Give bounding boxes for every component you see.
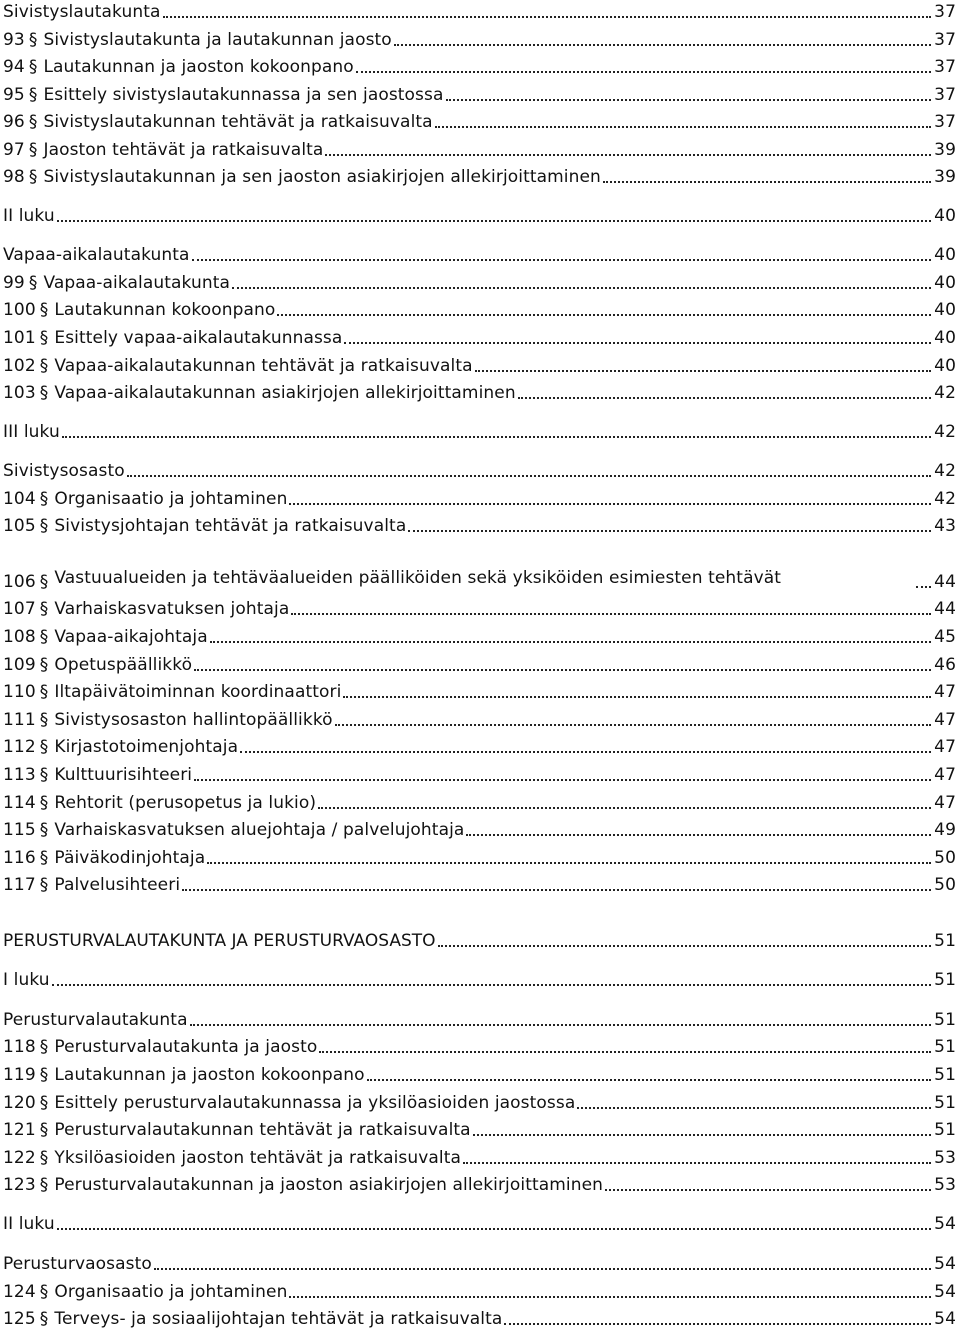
toc-entry <box>3 202 956 226</box>
entry-title: Vapaa-aikalautakunta <box>43 273 230 293</box>
page-number: 37 <box>934 112 956 132</box>
section-number: 120 <box>3 1093 36 1113</box>
dot-leader <box>603 178 931 183</box>
dot-leader <box>916 583 931 588</box>
section-number: 125 <box>3 1309 36 1329</box>
toc-entry <box>3 927 956 951</box>
section-number: 100 <box>3 300 36 320</box>
section-number: 114 <box>3 793 36 813</box>
entry-title: Vapaa-aikalautakunnan asiakirjojen allekirjoittaminen <box>54 383 516 403</box>
entry-title: II luku <box>3 206 55 226</box>
section-number: 122 <box>3 1148 36 1168</box>
entry-title: Organisaatio ja johtaminen <box>54 1282 288 1302</box>
toc-entry <box>3 1305 956 1329</box>
entry-title: Palvelusihteeri <box>54 875 181 895</box>
dot-leader <box>446 96 932 101</box>
dot-leader <box>190 1021 931 1026</box>
page-number: 37 <box>934 85 956 105</box>
entry-title: Perusturvalautakunta ja jaosto <box>54 1037 318 1057</box>
page-number: 40 <box>934 300 956 320</box>
section-number: 119 <box>3 1065 36 1085</box>
toc-entry <box>3 733 956 757</box>
section-sign: § <box>39 1175 49 1195</box>
dot-leader <box>343 693 931 698</box>
toc-entry <box>3 540 956 592</box>
dot-leader <box>277 311 931 316</box>
page-number: 40 <box>934 206 956 226</box>
dot-leader <box>210 638 931 643</box>
section-sign: § <box>28 167 38 187</box>
section-number: 99 <box>3 273 25 293</box>
page-number: 39 <box>934 167 956 187</box>
entry-title: Perusturvaosasto <box>3 1254 152 1274</box>
entry-title: II luku <box>3 1214 55 1234</box>
section-sign: § <box>39 356 49 376</box>
page-number: 47 <box>934 765 956 785</box>
entry-title: Esittely sivistyslautakunnassa ja sen jaostossa <box>43 85 444 105</box>
section-sign: § <box>28 112 38 132</box>
section-sign: § <box>28 57 38 77</box>
page-number: 40 <box>934 356 956 376</box>
page-number: 51 <box>934 970 956 990</box>
entry-title: Varhaiskasvatuksen johtaja <box>54 599 290 619</box>
page-number: 47 <box>934 710 956 730</box>
section-number: 93 <box>3 30 25 50</box>
toc-entry <box>3 1210 956 1234</box>
section-sign: § <box>39 1148 49 1168</box>
page-number: 43 <box>934 516 956 536</box>
toc-entry <box>3 623 956 647</box>
dot-leader <box>182 886 931 891</box>
entry-title: Perusturvalautakunnan ja jaoston asiakirjojen allekirjoittaminen <box>54 1175 604 1195</box>
section-number: 116 <box>3 848 36 868</box>
entry-title: PERUSTURVALAUTAKUNTA JA PERUSTURVAOSASTO <box>3 931 436 951</box>
dot-leader <box>289 1293 931 1298</box>
dot-leader <box>344 339 931 344</box>
page-number: 51 <box>934 1120 956 1140</box>
toc-entry <box>3 163 956 187</box>
section-sign: § <box>39 328 49 348</box>
entry-title: Kirjastotoimenjohtaja <box>54 737 239 757</box>
section-sign: § <box>39 655 49 675</box>
page-number: 47 <box>934 737 956 757</box>
page-number: 54 <box>934 1254 956 1274</box>
entry-title: Sivistysjohtajan tehtävät ja ratkaisuvalta <box>54 516 407 536</box>
toc-entry <box>3 761 956 785</box>
page-number: 42 <box>934 461 956 481</box>
page-number: 40 <box>934 245 956 265</box>
toc-entry <box>3 844 956 868</box>
toc-entry <box>3 26 956 50</box>
dot-leader <box>154 1265 931 1270</box>
page-number: 37 <box>934 30 956 50</box>
page-number: 42 <box>934 383 956 403</box>
section-number: 124 <box>3 1282 36 1302</box>
dot-leader <box>207 859 931 864</box>
section-sign: § <box>39 1065 49 1085</box>
page-number: 53 <box>934 1148 956 1168</box>
section-sign: § <box>39 710 49 730</box>
toc-entry <box>3 379 956 403</box>
toc-entry <box>3 241 956 265</box>
entry-title: I luku <box>3 970 50 990</box>
entry-title: Varhaiskasvatuksen aluejohtaja / palvelujohtaja <box>54 820 465 840</box>
page-number: 37 <box>934 2 956 22</box>
dot-leader <box>289 500 931 505</box>
toc-entry <box>3 871 956 895</box>
entry-title: Päiväkodinjohtaja <box>54 848 206 868</box>
page-number: 53 <box>934 1175 956 1195</box>
dot-leader <box>394 41 931 46</box>
section-number: 123 <box>3 1175 36 1195</box>
dot-leader <box>504 1320 931 1325</box>
section-number: 95 <box>3 85 25 105</box>
section-sign: § <box>39 1120 49 1140</box>
entry-title: Vastuualueiden ja tehtäväalueiden päälliköiden sekä yksiköiden esimiesten tehtävät <box>54 568 782 588</box>
dot-leader <box>463 1159 931 1164</box>
section-sign: § <box>39 1282 49 1302</box>
toc-entry <box>3 352 956 376</box>
section-sign: § <box>39 383 49 403</box>
entry-title: Iltapäivätoiminnan koordinaattori <box>54 682 342 702</box>
toc-entry <box>3 1089 956 1113</box>
section-number: 112 <box>3 737 36 757</box>
section-number: 104 <box>3 489 36 509</box>
dot-leader <box>577 1104 931 1109</box>
toc-entry <box>3 108 956 132</box>
entry-title: Jaoston tehtävät ja ratkaisuvalta <box>43 140 324 160</box>
dot-leader <box>52 981 931 986</box>
section-number: 103 <box>3 383 36 403</box>
section-sign: § <box>28 85 38 105</box>
section-number: 98 <box>3 167 25 187</box>
section-sign: § <box>28 273 38 293</box>
entry-title: Esittely perusturvalautakunnassa ja yksilöasioiden jaostossa <box>54 1093 576 1113</box>
toc-entry <box>3 789 956 813</box>
toc-entry <box>3 678 956 702</box>
section-number: 94 <box>3 57 25 77</box>
entry-title: Terveys- ja sosiaalijohtajan tehtävät ja ratkaisuvalta <box>54 1309 503 1329</box>
entry-title: Sivistysosasto <box>3 461 125 481</box>
toc-entry <box>3 1061 956 1085</box>
toc-entry <box>3 418 956 442</box>
entry-title: III luku <box>3 422 60 442</box>
dot-leader <box>163 13 932 18</box>
toc-entry <box>3 966 956 990</box>
toc-entry <box>3 816 956 840</box>
section-number: 117 <box>3 875 36 895</box>
page-number: 54 <box>934 1282 956 1302</box>
section-number: 111 <box>3 710 36 730</box>
entry-title: Kulttuurisihteeri <box>54 765 193 785</box>
section-sign: § <box>39 489 49 509</box>
section-sign: § <box>39 300 49 320</box>
page-number: 40 <box>934 328 956 348</box>
dot-leader <box>319 1048 931 1053</box>
dot-leader <box>605 1186 931 1191</box>
dot-leader <box>325 151 931 156</box>
section-number: 96 <box>3 112 25 132</box>
toc-entry <box>3 1250 956 1274</box>
section-sign: § <box>39 765 49 785</box>
entry-title: Lautakunnan ja jaoston kokoonpano <box>43 57 354 77</box>
page-number: 39 <box>934 140 956 160</box>
toc-entry <box>3 269 956 293</box>
section-sign: § <box>39 572 49 592</box>
page-number: 54 <box>934 1309 956 1329</box>
section-sign: § <box>28 140 38 160</box>
toc-entry <box>3 136 956 160</box>
dot-leader <box>367 1076 931 1081</box>
page-number: 51 <box>934 1037 956 1057</box>
toc-entry <box>3 296 956 320</box>
page-number: 47 <box>934 793 956 813</box>
entry-title: Vapaa-aikalautakunta <box>3 245 190 265</box>
toc-entry <box>3 1033 956 1057</box>
section-number: 97 <box>3 140 25 160</box>
toc-entry <box>3 1144 956 1168</box>
section-sign: § <box>28 30 38 50</box>
toc-entry <box>3 0 956 22</box>
toc-entry <box>3 53 956 77</box>
entry-title: Vapaa-aikalautakunnan tehtävät ja ratkaisuvalta <box>54 356 473 376</box>
dot-leader <box>475 367 931 372</box>
entry-title: Sivistysosaston hallintopäällikkö <box>54 710 333 730</box>
dot-leader <box>192 256 931 261</box>
section-sign: § <box>39 682 49 702</box>
page-number: 37 <box>934 57 956 77</box>
page-number: 40 <box>934 273 956 293</box>
page-number: 51 <box>934 1093 956 1113</box>
section-sign: § <box>39 599 49 619</box>
dot-leader <box>473 1131 931 1136</box>
toc-entry <box>3 81 956 105</box>
dot-leader <box>232 284 931 289</box>
entry-title: Sivistyslautakunta <box>3 2 161 22</box>
entry-title: Rehtorit (perusopetus ja lukio) <box>54 793 317 813</box>
page-number: 51 <box>934 1010 956 1030</box>
dot-leader <box>318 804 931 809</box>
entry-title: Esittely vapaa-aikalautakunnassa <box>54 328 343 348</box>
page-number: 45 <box>934 627 956 647</box>
toc-entry <box>3 706 956 730</box>
section-number: 101 <box>3 328 36 348</box>
section-number: 109 <box>3 655 36 675</box>
page-number: 47 <box>934 682 956 702</box>
page-number: 49 <box>934 820 956 840</box>
section-number: 121 <box>3 1120 36 1140</box>
dot-leader <box>518 394 931 399</box>
dot-leader <box>438 942 931 947</box>
dot-leader <box>335 721 931 726</box>
dot-leader <box>356 68 931 73</box>
section-number: 108 <box>3 627 36 647</box>
toc-entry <box>3 324 956 348</box>
entry-title: Lautakunnan kokoonpano <box>54 300 276 320</box>
page-number: 46 <box>934 655 956 675</box>
section-number: 115 <box>3 820 36 840</box>
page-number: 44 <box>934 599 956 619</box>
toc-entry <box>3 512 956 536</box>
toc-entry <box>3 595 956 619</box>
section-sign: § <box>39 820 49 840</box>
page-number: 51 <box>934 931 956 951</box>
entry-title: Sivistyslautakunnan tehtävät ja ratkaisuvalta <box>43 112 433 132</box>
entry-title: Perusturvalautakunnan tehtävät ja ratkaisuvalta <box>54 1120 471 1140</box>
dot-leader <box>240 748 931 753</box>
dot-leader <box>62 433 931 438</box>
entry-title: Opetuspäällikkö <box>54 655 193 675</box>
toc-entry <box>3 457 956 481</box>
dot-leader <box>194 666 931 671</box>
dot-leader <box>57 217 931 222</box>
page-number: 42 <box>934 422 956 442</box>
section-number: 110 <box>3 682 36 702</box>
section-number: 107 <box>3 599 36 619</box>
entry-title: Organisaatio ja johtaminen <box>54 489 288 509</box>
section-number: 118 <box>3 1037 36 1057</box>
section-number: 102 <box>3 356 36 376</box>
section-sign: § <box>39 848 49 868</box>
dot-leader <box>127 472 931 477</box>
page-number: 51 <box>934 1065 956 1085</box>
entry-title: Lautakunnan ja jaoston kokoonpano <box>54 1065 365 1085</box>
dot-leader <box>435 123 931 128</box>
entry-title: Sivistyslautakunta ja lautakunnan jaosto <box>43 30 392 50</box>
entry-title: Vapaa-aikajohtaja <box>54 627 208 647</box>
section-number: 105 <box>3 516 36 536</box>
dot-leader <box>57 1225 931 1230</box>
section-sign: § <box>39 516 49 536</box>
section-sign: § <box>39 627 49 647</box>
dot-leader <box>291 610 931 615</box>
entry-title: Perusturvalautakunta <box>3 1010 188 1030</box>
toc-entry <box>3 651 956 675</box>
section-number: 106 <box>3 572 36 592</box>
section-sign: § <box>39 1309 49 1329</box>
entry-title: Yksilöasioiden jaoston tehtävät ja ratkaisuvalta <box>54 1148 462 1168</box>
section-sign: § <box>39 737 49 757</box>
entry-title: Sivistyslautakunnan ja sen jaoston asiakirjojen allekirjoittaminen <box>43 167 601 187</box>
section-number: 113 <box>3 765 36 785</box>
dot-leader <box>408 527 931 532</box>
dot-leader <box>194 776 931 781</box>
page-number: 54 <box>934 1214 956 1234</box>
section-sign: § <box>39 793 49 813</box>
section-sign: § <box>39 1037 49 1057</box>
toc-entry <box>3 1278 956 1302</box>
dot-leader <box>466 831 931 836</box>
page-number: 50 <box>934 875 956 895</box>
page-number: 50 <box>934 848 956 868</box>
toc-entry <box>3 1006 956 1030</box>
section-sign: § <box>39 1093 49 1113</box>
toc-entry <box>3 485 956 509</box>
section-sign: § <box>39 875 49 895</box>
page-number: 44 <box>934 572 956 592</box>
page-number: 42 <box>934 489 956 509</box>
toc-entry <box>3 1171 956 1195</box>
toc-entry <box>3 1116 956 1140</box>
